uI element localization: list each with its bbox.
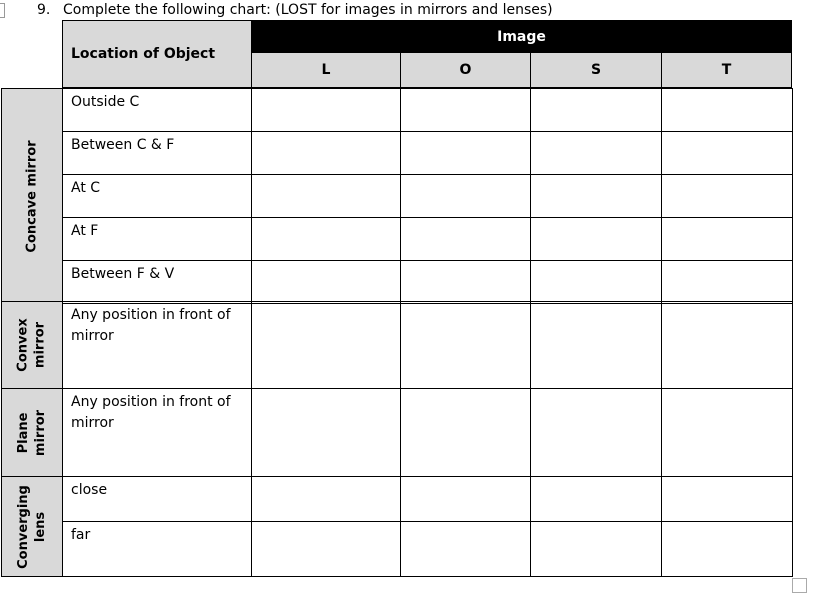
margin-bracket xyxy=(0,3,5,18)
question-text: Complete the following chart: (LOST for images in mirrors and lenses) xyxy=(63,2,553,18)
answer-cell-l[interactable] xyxy=(251,174,401,218)
answer-cell-o[interactable] xyxy=(400,217,531,261)
answer-cell-s[interactable] xyxy=(530,131,662,175)
answer-cell-o[interactable] xyxy=(400,301,531,389)
image-column-t: T xyxy=(661,52,792,88)
answer-cell-s[interactable] xyxy=(530,260,662,304)
object-location-cell: Between C & F xyxy=(62,131,252,175)
answer-cell-t[interactable] xyxy=(661,174,793,218)
group-label: Converging lens xyxy=(16,484,49,569)
answer-cell-t[interactable] xyxy=(661,301,793,389)
object-location-cell: Between F & V xyxy=(62,260,252,304)
answer-cell-s[interactable] xyxy=(530,174,662,218)
corner-checkbox xyxy=(792,578,807,593)
image-header: Image xyxy=(251,20,792,53)
answer-cell-t[interactable] xyxy=(661,260,793,304)
group-label: Plane mirror xyxy=(15,409,48,456)
answer-cell-s[interactable] xyxy=(530,301,662,389)
answer-cell-o[interactable] xyxy=(400,131,531,175)
answer-cell-t[interactable] xyxy=(661,88,793,132)
answer-cell-o[interactable] xyxy=(400,476,531,522)
answer-cell-s[interactable] xyxy=(530,521,662,577)
answer-cell-l[interactable] xyxy=(251,260,401,304)
answer-cell-t[interactable] xyxy=(661,217,793,261)
answer-cell-o[interactable] xyxy=(400,174,531,218)
answer-cell-l[interactable] xyxy=(251,301,401,389)
image-column-o: O xyxy=(400,52,531,88)
group-label-cell xyxy=(1,301,63,389)
answer-cell-o[interactable] xyxy=(400,260,531,304)
object-location-cell: Any position in front of mirror xyxy=(62,301,252,389)
answer-cell-l[interactable] xyxy=(251,217,401,261)
answer-cell-s[interactable] xyxy=(530,217,662,261)
group-label-cell xyxy=(1,88,63,304)
object-location-cell: far xyxy=(62,521,252,577)
image-column-s: S xyxy=(530,52,662,88)
answer-cell-l[interactable] xyxy=(251,476,401,522)
object-location-cell: At C xyxy=(62,174,252,218)
answer-cell-t[interactable] xyxy=(661,131,793,175)
question-number: 9. xyxy=(37,2,51,18)
question xyxy=(37,2,553,18)
group-label-cell xyxy=(1,388,63,477)
answer-cell-t[interactable] xyxy=(661,521,793,577)
group-label: Concave mirror xyxy=(24,139,40,253)
answer-cell-l[interactable] xyxy=(251,131,401,175)
answer-cell-o[interactable] xyxy=(400,88,531,132)
answer-cell-l[interactable] xyxy=(251,521,401,577)
image-column-l: L xyxy=(251,52,401,88)
object-location-cell: At F xyxy=(62,217,252,261)
location-of-object-header: Location of Object xyxy=(62,20,252,88)
answer-cell-s[interactable] xyxy=(530,476,662,522)
answer-cell-t[interactable] xyxy=(661,388,793,477)
answer-cell-t[interactable] xyxy=(661,476,793,522)
group-label: Convex mirror xyxy=(16,318,48,372)
answer-cell-s[interactable] xyxy=(530,88,662,132)
answer-cell-s[interactable] xyxy=(530,388,662,477)
answer-cell-l[interactable] xyxy=(251,88,401,132)
object-location-cell: close xyxy=(62,476,252,522)
object-location-cell: Any position in front of mirror xyxy=(62,388,252,477)
answer-cell-l[interactable] xyxy=(251,388,401,477)
answer-cell-o[interactable] xyxy=(400,388,531,477)
answer-cell-o[interactable] xyxy=(400,521,531,577)
object-location-cell: Outside C xyxy=(62,88,252,132)
group-label-cell xyxy=(1,476,63,577)
